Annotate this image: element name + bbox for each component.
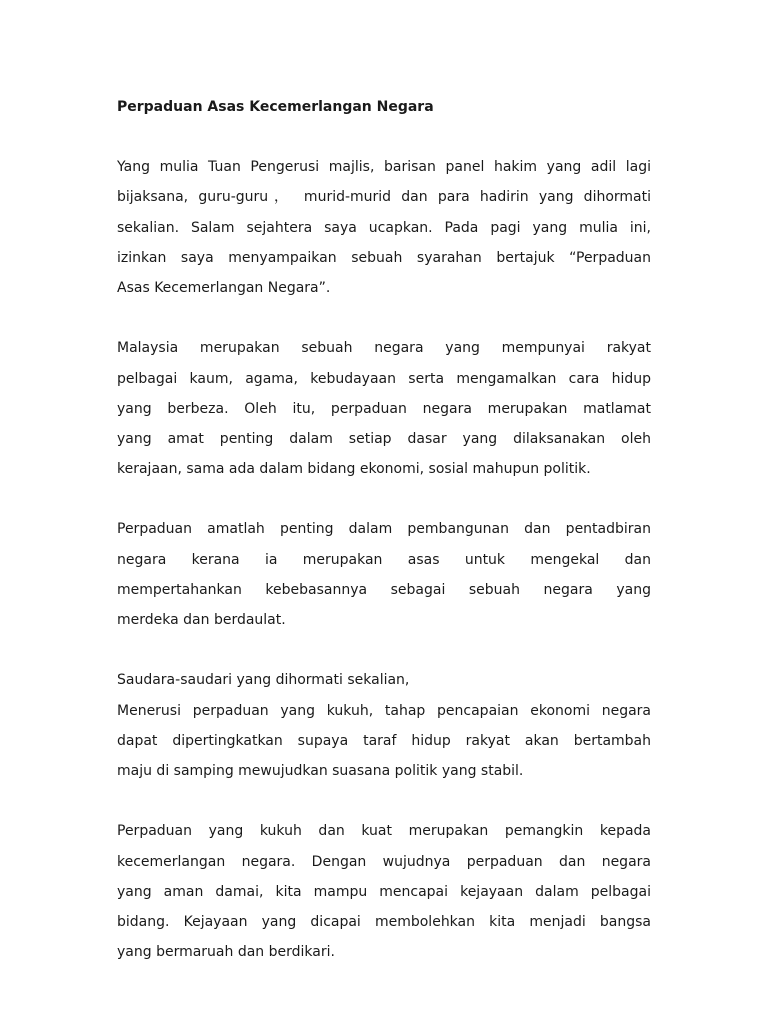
text-line: dapat dipertingkatkan supaya taraf hidup rakyat akan bertambah [117, 732, 651, 749]
text-line: bidang. Kejayaan yang dicapai membolehkan kita menjadi bangsa [117, 913, 651, 930]
spacer [117, 122, 651, 152]
text-line: mempertahankan kebebasannya sebagai sebuah negara yang [117, 581, 651, 598]
text-line: Perpaduan yang kukuh dan kuat merupakan pemangkin kepada [117, 823, 651, 840]
document-title: Perpaduan Asas Kecemerlangan Negara [117, 99, 434, 115]
text-line: bijaksana, guru-guru， murid-murid dan para hadirin yang dihormati [117, 189, 651, 206]
paragraph-pemangkin [117, 816, 651, 967]
paragraph-greeting [117, 665, 651, 695]
text-line: Perpaduan amatlah penting dalam pembangunan dan pentadbiran [117, 521, 651, 538]
paragraph-perpaduan-penting [117, 514, 651, 635]
text-line: Malaysia merupakan sebuah negara yang mempunyai rakyat [117, 340, 651, 357]
paragraph-malaysia [117, 333, 651, 484]
spacer [117, 786, 651, 816]
text-line: pelbagai kaum, agama, kebudayaan serta mengamalkan cara hidup [117, 370, 651, 387]
text-line: kerajaan, sama ada dalam bidang ekonomi, sosial mahupun politik. [117, 461, 591, 478]
text-line: merdeka dan berdaulat. [117, 612, 286, 628]
text-line: yang berbeza. Oleh itu, perpaduan negara merupakan matlamat [117, 400, 651, 417]
text-line: sekalian. Salam sejahtera saya ucapkan. Pada pagi yang mulia ini, [117, 219, 651, 236]
text-line: Menerusi perpaduan yang kukuh, tahap pencapaian ekonomi negara [117, 702, 651, 719]
text-line: izinkan saya menyampaikan sebuah syarahan bertajuk “Perpaduan [117, 249, 651, 266]
text-line: yang amat penting dalam setiap dasar yang dilaksanakan oleh [117, 430, 651, 447]
text-line: Asas Kecemerlangan Negara”. [117, 279, 331, 296]
text-line: Saudara-saudari yang dihormati sekalian, [117, 672, 410, 689]
spacer [117, 484, 651, 514]
document-page [117, 92, 651, 967]
text-line: yang aman damai, kita mampu mencapai kejayaan dalam pelbagai [117, 883, 651, 900]
text-line: negara kerana ia merupakan asas untuk mengekal dan [117, 551, 651, 568]
text-line: yang bermaruah dan berdikari. [117, 944, 335, 961]
text-line: maju di samping mewujudkan suasana politik yang stabil. [117, 762, 524, 779]
spacer [117, 635, 651, 665]
text-line: Yang mulia Tuan Pengerusi majlis, barisan panel hakim yang adil lagi [117, 159, 651, 176]
text-line: kecemerlangan negara. Dengan wujudnya perpaduan dan negara [117, 853, 651, 870]
paragraph-ekonomi [117, 696, 651, 787]
paragraph-opening [117, 152, 651, 303]
spacer [117, 303, 651, 333]
